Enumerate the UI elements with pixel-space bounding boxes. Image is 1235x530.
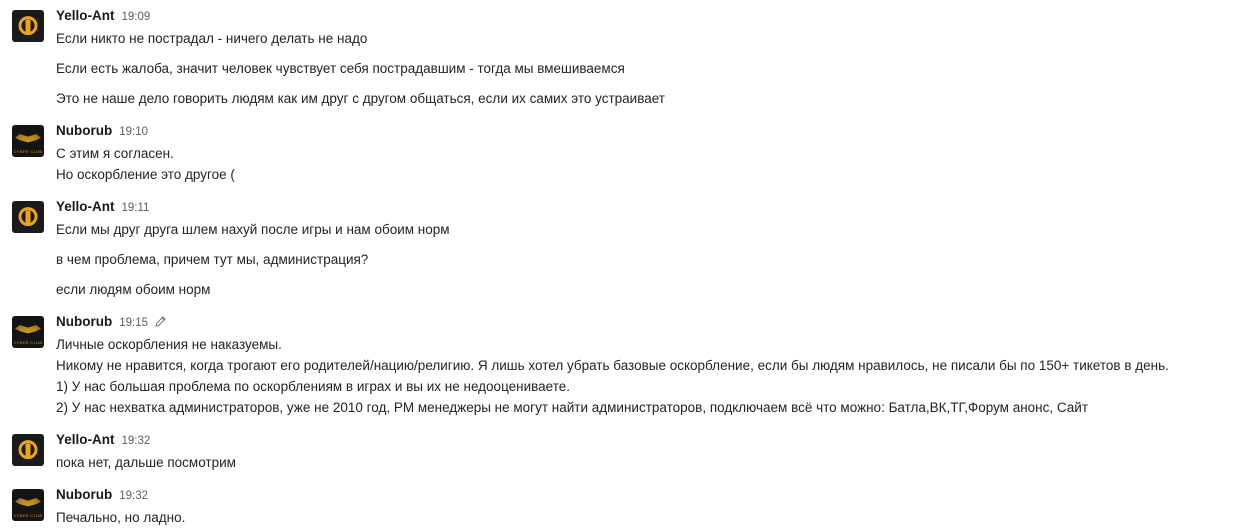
message-line: Если есть жалоба, значит человек чувствует себя пострадавшим - тогда мы вмешиваемся [56,61,625,76]
message-header [56,8,1223,25]
avatar-caption: CYBER CLUB [13,513,43,518]
message-line: Но оскорбление это другое ( [56,167,235,182]
message-body [56,432,1235,473]
message-line: Это не наше дело говорить людям как им друг с другом общаться, если их самих это устраивает [56,91,665,106]
avatar-caption: CYBER CLUB [13,340,43,345]
message-line: пока нет, дальше посмотрим [56,455,236,470]
message-header [56,199,1223,216]
message-timestamp: 19:11 [121,202,150,214]
message-header [56,123,1223,140]
message-author[interactable]: Yello-Ant [56,432,115,447]
message-author[interactable]: Nuborub [56,314,113,329]
ant-base-shape [20,459,36,462]
message-body [56,199,1235,300]
avatar-ant-emblem[interactable] [12,201,44,233]
avatar-column [0,314,56,348]
message-line: С этим я согласен. [56,146,174,161]
message-timestamp: 19:15 [119,317,149,329]
chat-message [0,430,1235,475]
avatar-eagle-emblem[interactable] [12,316,44,348]
message-header [56,432,1223,449]
chat-message [0,121,1235,187]
message-timestamp: 19:10 [119,126,149,138]
message-timestamp: 19:32 [119,490,149,502]
message-timestamp: 19:32 [121,435,151,447]
message-body [56,487,1235,528]
message-author[interactable]: Nuborub [56,123,113,138]
message-line: в чем проблема, причем тут мы, администрация? [56,252,369,267]
eagle-wings-shape [15,497,41,509]
avatar-column [0,487,56,521]
message-author[interactable]: Yello-Ant [56,199,115,214]
message-line: 1) У нас большая проблема по оскорблениям в играх и вы их не недооцениваете. [56,379,571,394]
avatar-column [0,432,56,466]
message-author[interactable]: Nuborub [56,487,113,502]
message-line: Если мы друг друга шлем нахуй после игры и нам обоим норм [56,222,450,237]
avatar-caption: CYBER CLUB [13,149,43,154]
message-author[interactable]: Yello-Ant [56,8,115,23]
avatar-column [0,8,56,42]
message-timestamp: 19:09 [121,11,151,23]
chat-message [0,485,1235,530]
chat-message [0,197,1235,302]
message-header [56,487,1223,504]
message-line: Никому не нравится, когда трогают его родителей/нацию/религию. Я лишь хотел убрать базовые оскорбление, если бы людям нравилось, не писали бы по 150+ тикетов в день. [56,358,1169,373]
chat-message [0,312,1235,420]
ant-bar-shape [26,19,31,34]
avatar-column [0,123,56,157]
avatar-ant-emblem[interactable] [12,10,44,42]
chat-message [0,6,1235,111]
pencil-icon [155,315,166,326]
message-body [56,314,1235,418]
message-line: Если никто не пострадал - ничего делать не надо [56,31,368,46]
avatar-ant-emblem[interactable] [12,434,44,466]
ant-base-shape [20,35,36,38]
message-line: 2) У нас нехватка администраторов, уже не 2010 год, PM менеджеры не могут найти администраторов, подключаем всё что можно: Батла,ВК,ТГ,Форум анонс, Сайт [56,400,1089,415]
avatar-column [0,199,56,233]
message-header [56,314,1223,331]
eagle-wings-shape [15,133,41,145]
message-line: Печально, но ладно. [56,510,186,525]
avatar-eagle-emblem[interactable] [12,125,44,157]
ant-bar-shape [26,210,31,225]
message-body [56,8,1235,109]
eagle-wings-shape [15,324,41,336]
ant-base-shape [20,226,36,229]
message-line: если людям обоим норм [56,282,211,297]
message-body [56,123,1235,185]
avatar-eagle-emblem[interactable] [12,489,44,521]
message-line: Личные оскорбления не наказуемы. [56,337,282,352]
ant-bar-shape [26,443,31,458]
